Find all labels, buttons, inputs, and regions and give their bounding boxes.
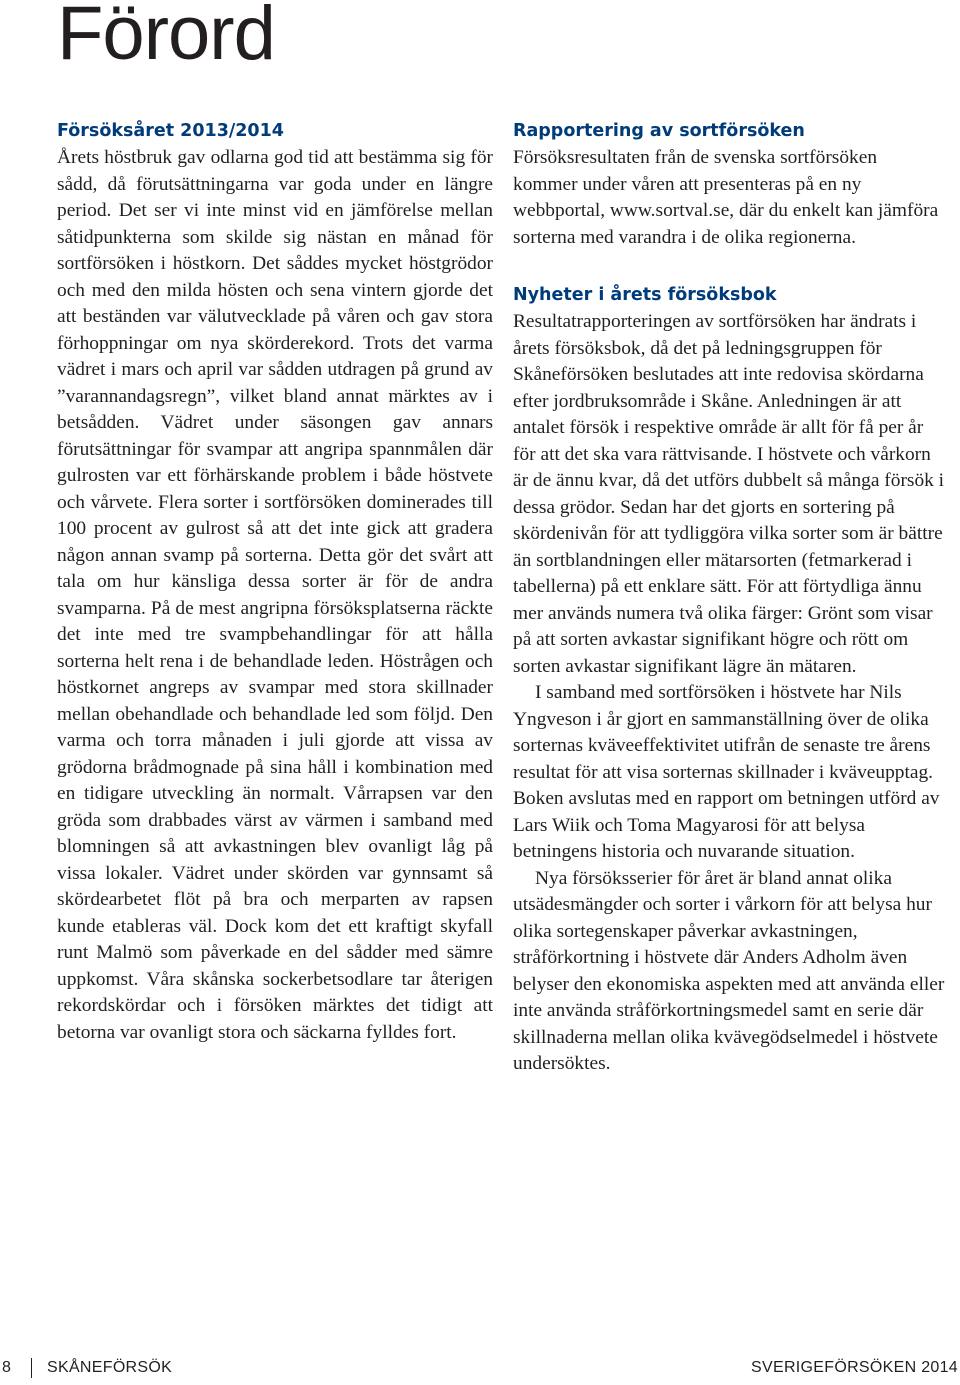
- body-paragraph-betning: Boken avslutas med en rapport om betningen utförd av Lars Wiik och Toma Magyarosi för att belysa betningens historia och nuvarande situation.: [513, 788, 940, 862]
- left-column: [57, 118, 493, 1046]
- body-paragraph-forsoksaret: Årets höstbruk gav odlarna god tid att bestämma sig för sådd, då förutsättningarna var goda under en längre period. Det ser vi inte minst vid en jämförelse mellan såtidpunkterna som skilde sig nästan en månad för sortförsöken i höstkorn. Det såddes mycket höstgrödor och med den milda hösten och sena vintern gjorde det att beständen var välutvecklade på våren och gav stora förhoppningar om nya skörderekord. Trots det varma vädret i mars och april var sådden utdragen på grund av ”varannandagsregn”, vilket bland annat märktes av i betsådden. Vädret under säsongen gav annars förutsättningar för svampar att angripa spannmålen där gulrosten var ett förhärskande problem i både höstvete och vårvete. Flera sorter i sortförsöken dominerades till 100 procent av gulrost så att det inte gick att gradera någon annan svamp på sorterna. Detta gör det svårt att tala om hur känsliga dessa sorter är för de andra svamparna. På de mest angripna försöksplatserna räckte det inte med tre svampbehandlingar för att hålla sorterna helt rena i de behandlade leden. Höstrågen och höstkornet angreps av svampar med stora skillnader mellan obehandlade och behandlade led som följd. Den varma och torra månaden i juli gjorde att vissa av grödorna brådmognade på sina håll i kombination med en tidigare utveckling än normalt. Vårrapsen var den gröda som drabbades värst av värmen i samband med blomningen så att avkastningen blev ovanligt låg på vissa lokaler. Vädret under skörden var gynnsamt så skördearbetet flöt på bra och merparten av rapsen kunde etableras väl. Dock kom det ett kraftigt skyfall runt Malmö som påverkade en del sådder med sämre uppkomst. Våra skånska sockerbetsodlare tar återigen rekordskördar och i försöken märktes det tidigt att betorna var ovanligt stora och säckarna fylldes fort.: [57, 147, 493, 1043]
- footer-divider: [31, 1358, 32, 1378]
- body-paragraph-kvave: I samband med sortförsöken i höstvete har Nils Yngveson i år gjort en sammanställning över de olika sorternas kväveeffektivitet utifrån de senaste tre årens resultat för att visa sorternas skillnader i kväveupptag.: [513, 682, 934, 783]
- body-paragraph-forsoksserier: Nya försöksserier för året är bland annat olika utsädesmängder och sorter i vårkorn för att belysa hur olika sortegenskaper påverkar avkastningen, stråförkortning i höstvete där Anders Adholm även belyser den ekonomiska aspekten med att använda eller inte använda stråförkortningsmedel samt en serie där skillnaderna mellan olika kvävegödselmedel i höstvete undersöktes.: [513, 867, 945, 1074]
- section-heading-forsoksaret: Försöksåret 2013/2014: [57, 121, 284, 141]
- right-column: [513, 118, 945, 1078]
- section-heading-rapportering: Rapportering av sortförsöken: [513, 121, 805, 141]
- page-number: 8: [2, 1359, 11, 1376]
- page-title: Förord: [57, 0, 275, 76]
- section-heading-nyheter: Nyheter i årets försöksbok: [513, 285, 777, 305]
- footer-publication-left: SKÅNEFÖRSÖK: [47, 1359, 173, 1376]
- body-paragraph-rapportering: Försöksresultaten från de svenska sortförsöken kommer under våren att presenteras på en ny webbportal, www.sortval.se, där du enkelt kan jämföra sorterna med varandra i de olika regionerna.: [513, 147, 939, 248]
- body-paragraph-nyheter: Resultatrapporteringen av sortförsöken har ändrats i årets försöksbok, då det på ledningsgruppen för Skåneförsöken beslutades att inte redovisa skördarna efter jordbruksområde i Skåne. Anledningen är att antalet försök i respektive område är allt för få per år för att det ska vara rättvisande. I höstvete och vårkorn är de ännu kvar, då det utförs dubbelt så många försök i dessa grödor. Sedan har det gjorts en sortering på skördenivån för att tydliggöra vilka sorter som är bättre än sortblandningen eller mätarsorten (fetmarkerad i tabellerna) på ett enklare sätt. För att förtydliga ännu mer används numera två olika färger: Grönt som visar på att sorten avkastar signifikant högre och rött om sorten avkastar signifikant lägre än mätaren.: [513, 311, 945, 677]
- page-footer: [0, 1356, 960, 1380]
- footer-publication-right: SVERIGEFÖRSÖKEN 2014: [751, 1359, 958, 1376]
